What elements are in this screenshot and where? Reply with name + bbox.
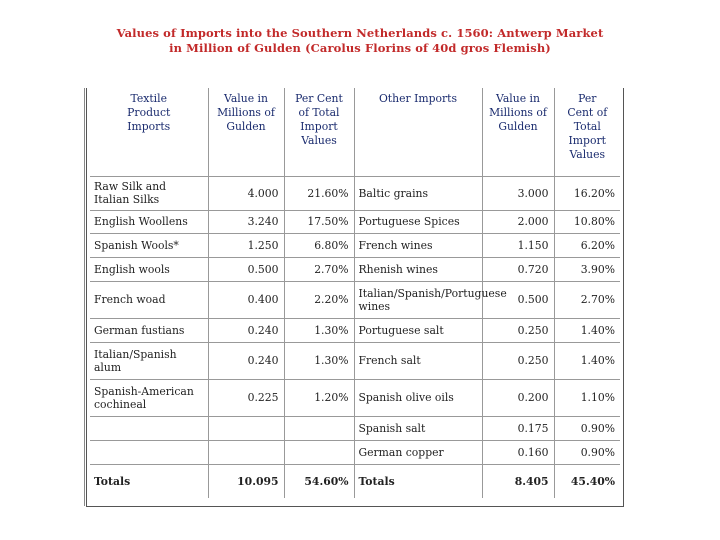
cell-textile-value: 0.500 <box>208 257 284 281</box>
header-line: Per <box>578 92 597 105</box>
header-line: Millions of <box>489 106 547 119</box>
cell-textile-value: 4.000 <box>208 176 284 210</box>
cell-other-percent: 0.90% <box>554 440 620 464</box>
header-line: Values <box>569 148 606 161</box>
cell-textile-import <box>90 440 208 464</box>
cell-textile-import: Totals <box>90 464 208 498</box>
cell-textile-import: Raw Silk and Italian Silks <box>90 176 208 210</box>
header-other-imports <box>354 88 482 176</box>
cell-other-import: Totals <box>354 464 482 498</box>
cell-textile-percent: 2.20% <box>284 281 354 318</box>
cell-textile-percent: 1.30% <box>284 342 354 379</box>
cell-textile-percent: 6.80% <box>284 233 354 257</box>
header-line: Millions of <box>217 106 275 119</box>
table-row <box>90 440 620 464</box>
header-line: Value in <box>496 92 540 105</box>
header-textile-imports <box>90 88 208 176</box>
table-left-rule <box>84 88 85 506</box>
cell-textile-import: English wools <box>90 257 208 281</box>
header-line: Cent of <box>567 106 608 119</box>
cell-textile-import: Italian/Spanish alum <box>90 342 208 379</box>
cell-textile-percent: 1.30% <box>284 318 354 342</box>
cell-textile-percent: 54.60% <box>284 464 354 498</box>
header-line: Per Cent <box>295 92 343 105</box>
cell-other-percent: 2.70% <box>554 281 620 318</box>
header-line: Other Imports <box>378 92 458 105</box>
cell-textile-percent: 17.50% <box>284 210 354 233</box>
cell-textile-import: French woad <box>90 281 208 318</box>
cell-other-import: Portuguese salt <box>354 318 482 342</box>
cell-other-import: German copper <box>354 440 482 464</box>
header-line: of Total <box>298 106 340 119</box>
cell-other-percent: 16.20% <box>554 176 620 210</box>
header-line: Imports <box>127 120 171 133</box>
table-header-row <box>90 88 620 176</box>
table-row <box>90 379 620 416</box>
table-row <box>90 416 620 440</box>
cell-textile-value: 0.400 <box>208 281 284 318</box>
cell-other-percent: 45.40% <box>554 464 620 498</box>
cell-other-import: Spanish olive oils <box>354 379 482 416</box>
cell-other-percent: 1.40% <box>554 318 620 342</box>
cell-textile-value: 0.225 <box>208 379 284 416</box>
cell-other-percent: 0.90% <box>554 416 620 440</box>
header-line: Gulden <box>226 120 266 133</box>
table-row <box>90 342 620 379</box>
cell-textile-percent: 21.60% <box>284 176 354 210</box>
cell-textile-value: 0.240 <box>208 318 284 342</box>
cell-other-value: 0.500 <box>482 281 554 318</box>
cell-other-value: 1.150 <box>482 233 554 257</box>
cell-textile-import <box>90 416 208 440</box>
cell-other-percent: 10.80% <box>554 210 620 233</box>
cell-textile-import: German fustians <box>90 318 208 342</box>
cell-textile-percent <box>284 440 354 464</box>
cell-other-value: 0.200 <box>482 379 554 416</box>
header-line: Product <box>127 106 171 119</box>
header-textile-value <box>208 88 284 176</box>
table-row <box>90 176 620 210</box>
cell-textile-percent: 2.70% <box>284 257 354 281</box>
cell-other-percent: 3.90% <box>554 257 620 281</box>
header-line: Import <box>300 120 338 133</box>
cell-other-import: Rhenish wines <box>354 257 482 281</box>
cell-textile-import: Spanish Wools* <box>90 233 208 257</box>
header-line: Value in <box>224 92 268 105</box>
title-line-1: Values of Imports into the Southern Netherlands c. 1560: Antwerp Market <box>116 26 604 40</box>
cell-other-import: Spanish salt <box>354 416 482 440</box>
table-row <box>90 281 620 318</box>
header-line: Textile <box>130 92 167 105</box>
cell-textile-percent: 1.20% <box>284 379 354 416</box>
header-other-percent <box>554 88 620 176</box>
cell-other-import: French salt <box>354 342 482 379</box>
cell-textile-value <box>208 416 284 440</box>
cell-textile-value: 1.250 <box>208 233 284 257</box>
cell-textile-value: 3.240 <box>208 210 284 233</box>
cell-other-import: Baltic grains <box>354 176 482 210</box>
header-textile-percent <box>284 88 354 176</box>
cell-textile-value <box>208 440 284 464</box>
cell-textile-value: 0.240 <box>208 342 284 379</box>
cell-other-value: 0.175 <box>482 416 554 440</box>
table-row <box>90 210 620 233</box>
totals-row <box>90 464 620 498</box>
cell-other-value: 2.000 <box>482 210 554 233</box>
cell-other-import: French wines <box>354 233 482 257</box>
header-line: Gulden <box>498 120 538 133</box>
header-line: Values <box>301 134 337 147</box>
cell-other-value: 8.405 <box>482 464 554 498</box>
imports-table <box>90 88 620 498</box>
imports-table-frame <box>86 88 624 507</box>
header-other-value <box>482 88 554 176</box>
table-row <box>90 257 620 281</box>
cell-textile-import: Spanish-American cochineal <box>90 379 208 416</box>
cell-textile-value: 10.095 <box>208 464 284 498</box>
cell-other-value: 0.250 <box>482 318 554 342</box>
cell-other-value: 0.720 <box>482 257 554 281</box>
cell-other-value: 0.250 <box>482 342 554 379</box>
cell-other-percent: 1.10% <box>554 379 620 416</box>
cell-other-import: Italian/Spanish/Portuguese wines <box>354 281 482 318</box>
title-line-2: in Million of Gulden (Carolus Florins of 40d gros Flemish) <box>169 41 551 55</box>
cell-other-import: Portuguese Spices <box>354 210 482 233</box>
header-line: Total <box>573 120 601 133</box>
cell-other-value: 0.160 <box>482 440 554 464</box>
header-line: Import <box>568 134 606 147</box>
table-row <box>90 318 620 342</box>
page-title <box>0 26 720 56</box>
table-row <box>90 233 620 257</box>
cell-other-percent: 6.20% <box>554 233 620 257</box>
cell-textile-percent <box>284 416 354 440</box>
cell-other-value: 3.000 <box>482 176 554 210</box>
cell-textile-import: English Woollens <box>90 210 208 233</box>
cell-other-percent: 1.40% <box>554 342 620 379</box>
